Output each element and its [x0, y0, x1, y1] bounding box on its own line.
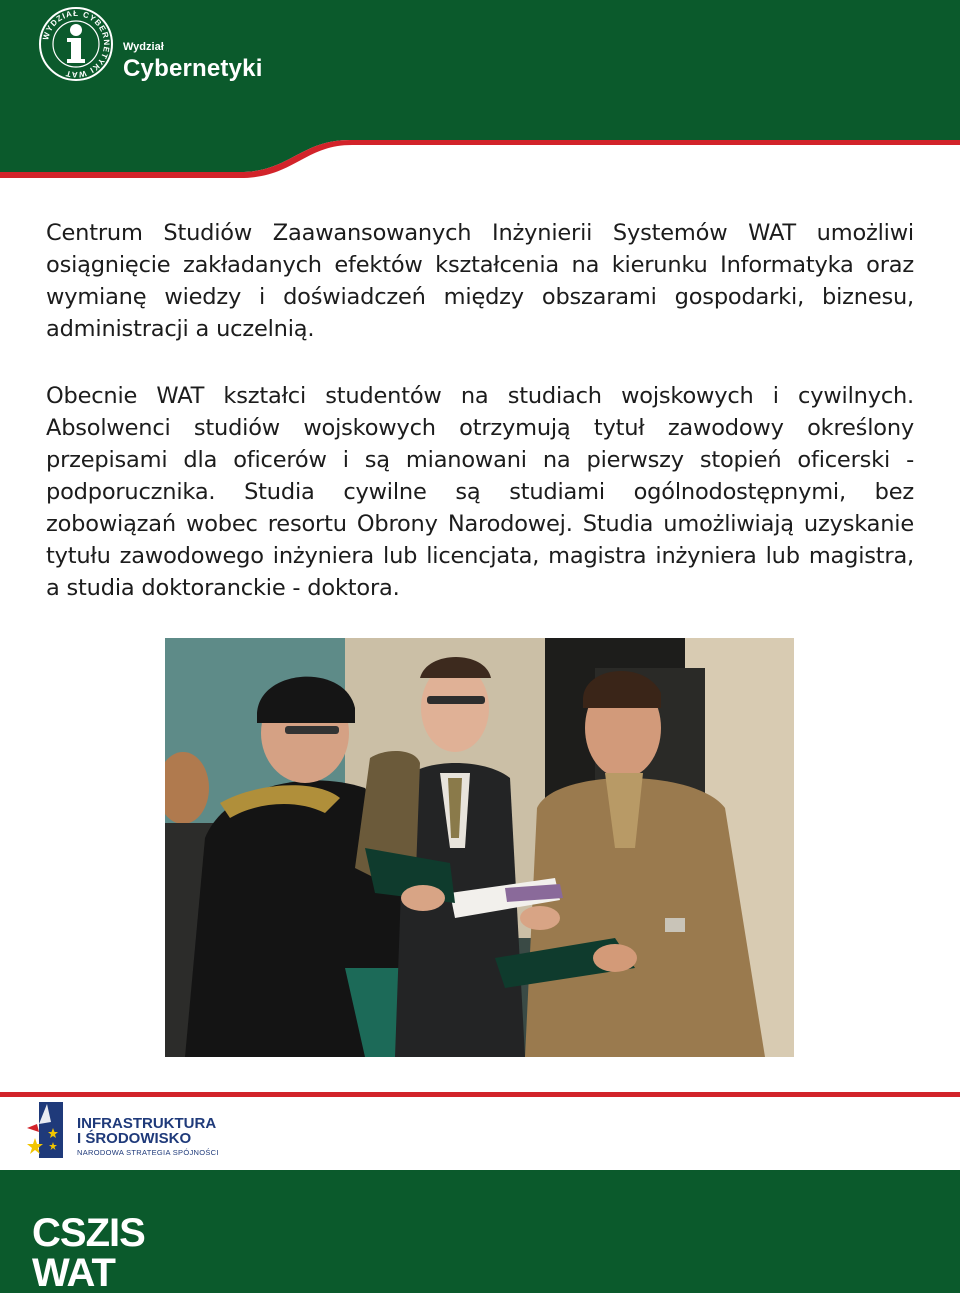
main-text [46, 217, 914, 639]
paragraph-intro: Centrum Studiów Zaawansowanych Inżynierii Systemów WAT umożliwi osiągnięcie zakładanych efektów kształcenia na kierunku Informatyka oraz wymianę wiedzy i doświadczeń między obszarami gospodarki, biznesu, administracji a uczelnią. [46, 220, 914, 342]
faculty-logo [38, 6, 114, 82]
footer-red-divider [0, 1092, 960, 1097]
eu-flag-icon [25, 1100, 65, 1162]
department-label-small: Wydział [123, 41, 164, 53]
footer-logo-wat: WAT [32, 1251, 115, 1295]
header-banner [0, 0, 960, 190]
header-background [0, 0, 960, 190]
paragraph-studies: Obecnie WAT kształci studentów na studiach wojskowych i cywilnych. Absolwenci studiów wojskowych otrzymują tytuł zawodowy określony przepisami dla oficerów i są mianowani na pierwszy stopień oficerski - podporucznika. Studia cywilne są studiami ogólnodostępnymi, bez zobowiązań wobec resortu Obrony Narodowej. Studia umożliwiają uzyskanie tytułu zawodowego inżyniera lub licencjata, magistra inżyniera lub magistra, a studia doktoranckie - doktora. [46, 383, 914, 601]
partner-subtitle: NARODOWA STRATEGIA SPÓJNOŚCI [77, 1148, 219, 1157]
footer-logo-cszis: CSZIS [32, 1211, 145, 1255]
department-label-title: Cybernetyki [123, 55, 263, 82]
partner-title-line1: INFRASTRUKTURA [77, 1115, 217, 1132]
partner-logo-infrastruktura [25, 1100, 285, 1165]
svg-text:WYDZIAŁ CYBERNETYKI WAT: WYDZIAŁ CYBERNETYKI WAT [41, 8, 112, 80]
ceremony-photo [165, 638, 794, 1057]
footer-band [0, 1170, 960, 1293]
partner-title-line2: I ŚRODOWISKO [77, 1130, 192, 1147]
